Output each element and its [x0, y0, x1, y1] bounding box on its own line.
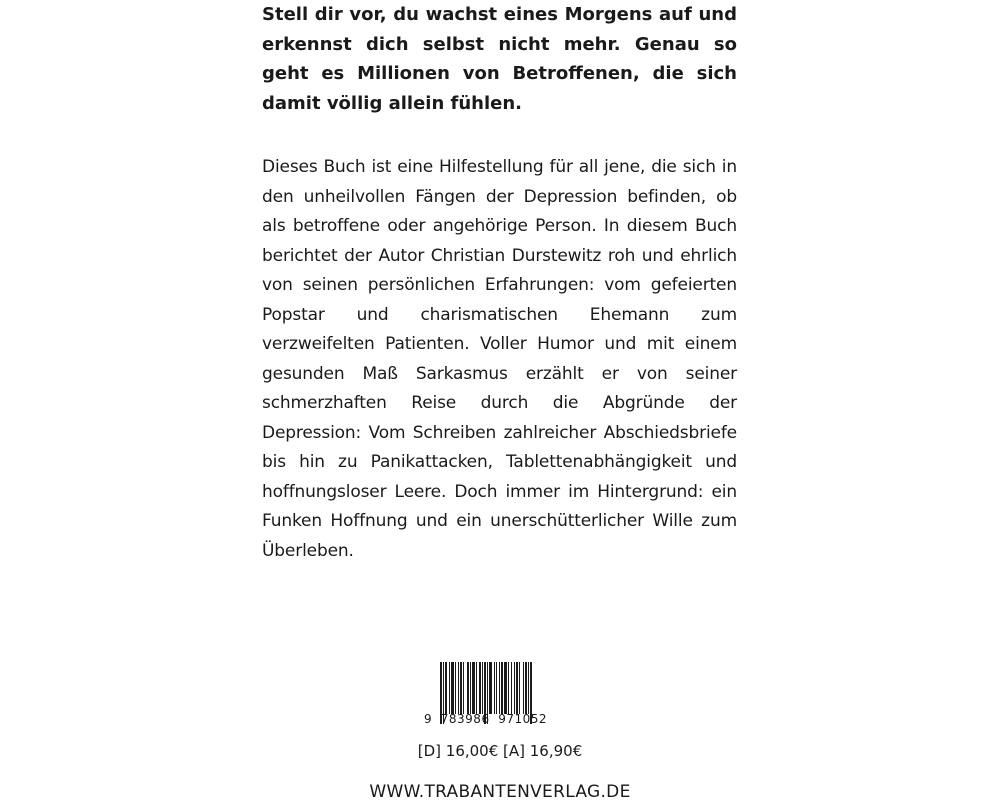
barcode-bar	[489, 662, 492, 714]
blurb-column	[262, 0, 737, 566]
barcode-bar	[499, 662, 500, 714]
barcode-bar	[511, 662, 512, 714]
barcode-bar	[525, 662, 527, 714]
barcode-bar	[476, 662, 477, 714]
isbn-barcode	[424, 662, 574, 724]
barcode-bar	[494, 662, 495, 714]
barcode-bar	[455, 662, 456, 714]
barcode-bar	[451, 662, 454, 714]
barcode-bar	[496, 662, 497, 714]
barcode-bar	[463, 662, 464, 714]
barcode-bar	[482, 662, 483, 714]
barcode-bar	[514, 662, 515, 714]
barcode-bar	[470, 662, 471, 714]
barcode-bar	[523, 662, 524, 714]
publisher-website[interactable]: WWW.TRABANTENVERLAG.DE	[369, 782, 631, 802]
barcode-bar	[528, 662, 529, 714]
barcode-bar	[460, 662, 462, 714]
blurb-lead: Stell dir vor, du wachst eines Morgens auf und erkennst dich selbst nicht mehr. Genau so geht es Millionen von Betroffenen, die sich damit völlig allein fühlen.	[262, 4, 737, 114]
barcode-bar	[501, 662, 503, 714]
barcode-bar	[519, 662, 520, 714]
blurb-body: Dieses Buch ist eine Hilfestellung für all jene, die sich in den unheilvollen Fängen der Depression befinden, ob als betroffene oder angehörige Person. In diesem Buch berichtet der Autor Christian Durstewitz roh und ehrlich von seinen persönlichen Erfahrungen: vom gefeierten Popstar und charismatischen Ehemann zum verzweifelten Patienten. Voller Humor und mit einem gesunden Maß Sarkasmus erzählt er von seiner schmerzhaften Reise durch die Abgründe der Depression: Vom Schreiben zahlreicher Abschiedsbriefe bis hin zu Panikattacken, Tablettenabhängigkeit und hoffnungsloser Leere. Doch immer im Hintergrund: ein Funken Hoffnung und ein unerschütterlicher Wille zum Überleben.	[262, 157, 737, 561]
price-label: [D] 16,00€ [A] 16,90€	[417, 742, 583, 760]
barcode-bar	[504, 662, 507, 714]
barcode-bar	[472, 662, 475, 714]
barcode-bar	[508, 662, 509, 714]
barcode-bar	[479, 662, 481, 714]
barcode-bar	[449, 662, 450, 714]
barcode-bar	[458, 662, 459, 714]
barcode-bar	[445, 662, 447, 714]
isbn-digits: 9 783986 971052	[424, 712, 548, 726]
barcode-bar	[467, 662, 469, 714]
barcode-bar	[516, 662, 518, 714]
